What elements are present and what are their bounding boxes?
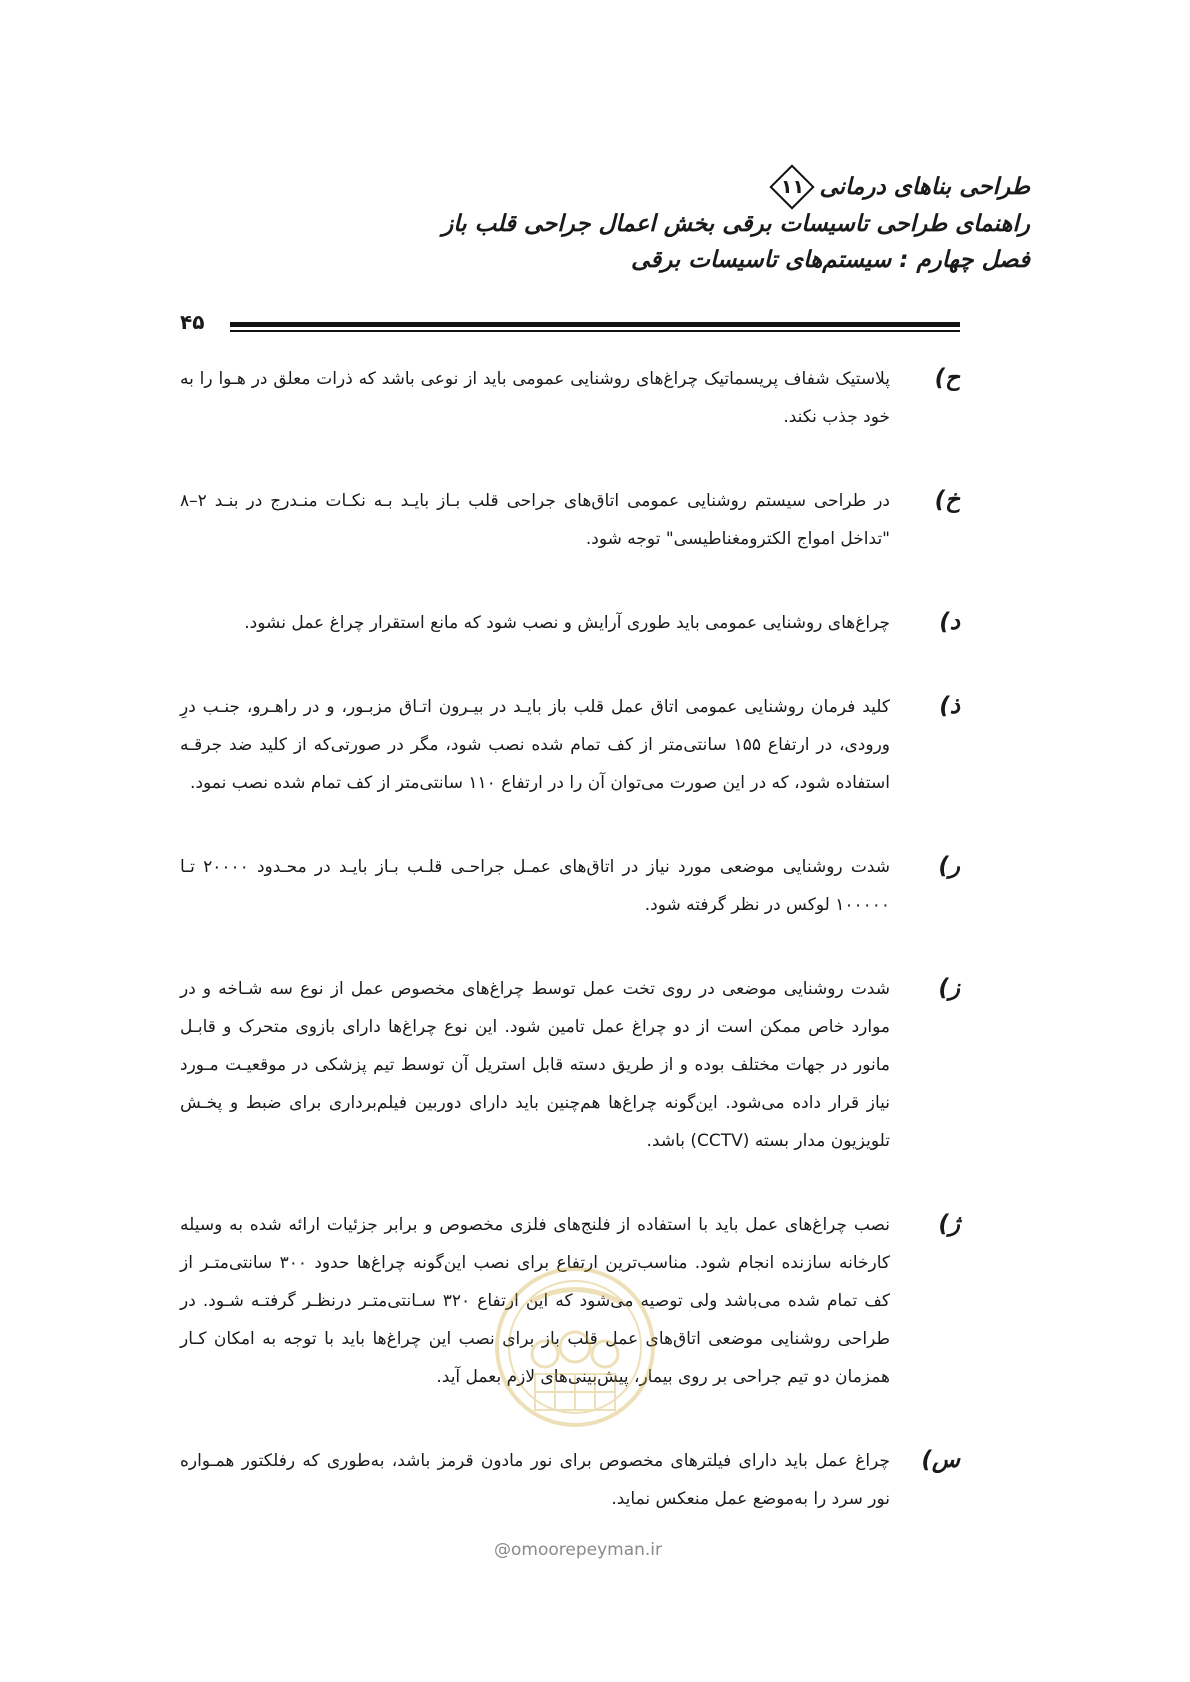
- item-marker: ز): [938, 975, 960, 1001]
- header-divider-thin: [230, 330, 960, 332]
- item-text: شدت روشنایی موضعی مورد نیاز در اتاق‌های عمـل جراحـی قلـب بـاز بایـد در محـدود ۲۰۰۰۰ تـا ۱۰۰۰۰۰ لوکس در نظر گرفته شود.: [180, 857, 890, 915]
- item-marker: ر): [938, 853, 960, 879]
- item-marker: ژ): [938, 1211, 960, 1237]
- item-marker: ح): [934, 365, 960, 391]
- header-line-3: فصل چهارم : سیستم‌های تاسیسات برقی: [631, 247, 1030, 273]
- list-item: [180, 1442, 960, 1518]
- item-text: کلید فرمان روشنایی عمومی اتاق عمل قلب باز بایـد در بیـرون اتـاق مزبـور، و در راهـرو، جنـب درِ ورودی، در ارتفاع ۱۵۵ سانتی‌متر از کف تمام شده نصب شود، مگر در صورتی‌که از کلید ضد جرقـه استفاده شود، که در این صورت می‌توان آن را در ارتفاع ۱۱۰ سانتی‌متر از کف تمام شده نصب نمود.: [180, 697, 890, 793]
- list-item: [180, 360, 960, 436]
- item-marker: خ): [934, 487, 960, 513]
- list-item: [180, 970, 960, 1160]
- document-body: [180, 360, 960, 1564]
- item-marker: س): [921, 1447, 960, 1473]
- item-marker: د): [939, 609, 960, 635]
- chapter-badge: [773, 168, 811, 206]
- item-text: چراغ عمل باید دارای فیلترهای مخصوص برای نور مادون قرمز باشد، به‌طوری که رفلکتور همـواره نور سرد را به‌موضع عمل منعکس نماید.: [180, 1451, 890, 1509]
- chapter-number: ۱۱: [780, 175, 805, 198]
- list-item: [180, 604, 960, 642]
- item-text: شدت روشنایی موضعی در روی تخت عمل توسط چراغ‌های مخصوص عمل از نوع سه شـاخه و در موارد خاص ممکن است از دو چراغ عمل تامین شود. این نوع چراغ‌ها دارای بازوی متحرک و قابـل مانور در جهات مختلف بوده و از طریق دسته قابل استریل آن توسط تیم پزشکی در موقعیـت مـورد نیاز قرار داده می‌شود. این‌گونه چراغ‌ها هم‌چنین باید دارای دوربین فیلم‌برداری برای ضبط و پخـش تلویزیون مدار بسته (CCTV) باشد.: [180, 979, 890, 1151]
- item-text: نصب چراغ‌های عمل باید با استفاده از فلنج‌های فلزی مخصوص و برابر جزئیات ارائه شده به وسیله کارخانه سازنده انجام شود. مناسب‌ترین ارتفاع برای نصب این‌گونه چراغ‌ها حدود ۳۰۰ سانتی‌متـر از کف تمام شده می‌باشد ولی توصیه می‌شود که این ارتفاع ۳۲۰ سـانتی‌متـر درنظـر گرفتـه شـود. در طراحی روشنایی موضعی اتاق‌های عمل قلب باز برای نصب این چراغ‌ها باید با توجه به امکان کـار همزمان دو تیم جراحی بر روی بیمار، پیش‌بینی‌های لازم بعمل آید.: [180, 1215, 891, 1387]
- header-title: طراحی بناهای درمانی: [819, 174, 1030, 200]
- document-header: [230, 168, 1030, 278]
- page-number: ۴۵: [180, 310, 205, 334]
- item-text: در طراحی سیستم روشنایی عمومی اتاق‌های جراحی قلب بـاز بایـد بـه نکـات منـدرج در بنـد ۲–۸ "تداخل امواج الکترومغناطیسی" توجه شود.: [180, 491, 890, 549]
- item-text: پلاستیک شفاف پریسماتیک چراغ‌های روشنایی عمومی باید از نوعی باشد که ذرات معلق در هـوا را به خود جذب نکند.: [180, 369, 890, 427]
- header-divider-thick: [230, 322, 960, 327]
- header-line-2: راهنمای طراحی تاسیسات برقی بخش اعمال جراحی قلب باز: [442, 211, 1030, 237]
- list-item: [180, 482, 960, 558]
- item-marker: ذ): [939, 693, 960, 719]
- watermark-url: @omoorepeyman.ir: [494, 1540, 663, 1560]
- list-item: [180, 1206, 960, 1396]
- list-item: [180, 688, 960, 802]
- item-text: چراغ‌های روشنایی عمومی باید طوری آرایش و نصب شود که مانع استقرار چراغ عمل نشود.: [244, 613, 890, 633]
- header-line-1: [230, 168, 1030, 206]
- list-item: [180, 848, 960, 924]
